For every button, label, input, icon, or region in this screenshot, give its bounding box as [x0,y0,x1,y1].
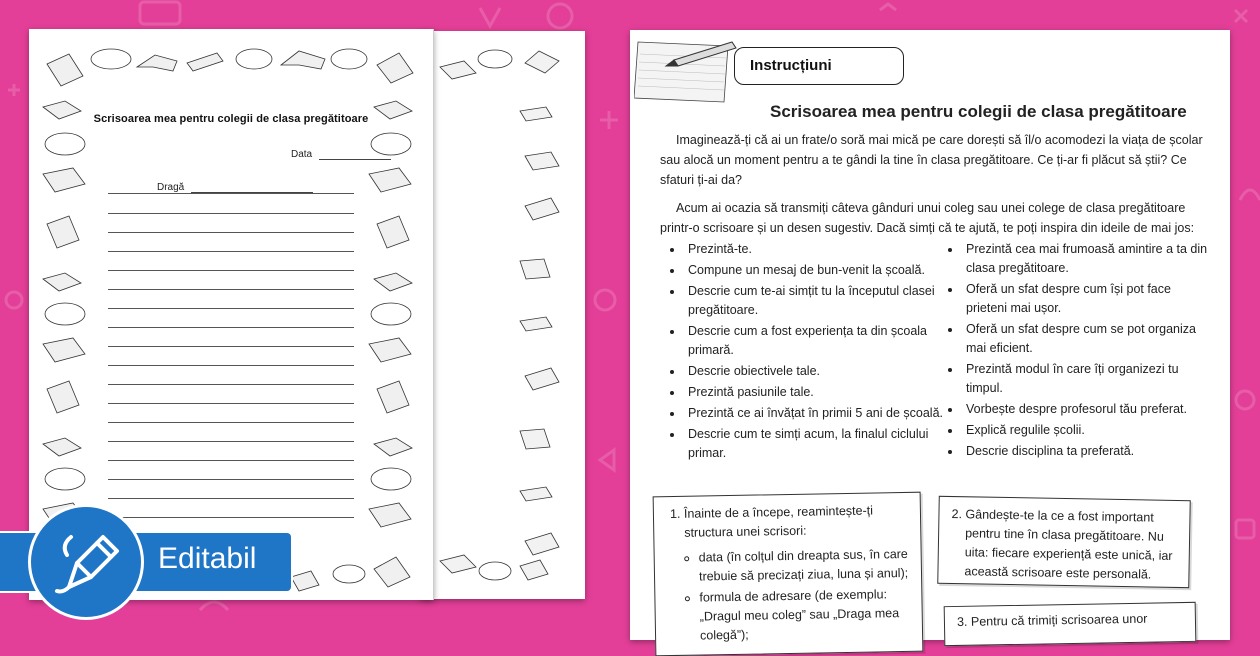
writing-line [108,498,354,499]
step-list-1 [662,501,912,646]
list-item: • Prezintă cea mai frumoasă amintire a ta din clasa pregătitoare. [962,240,1212,278]
writing-line [108,213,354,214]
writing-line [108,232,354,233]
list-item: • Prezintă modul în care îți organizezi tu timpul. [962,360,1212,398]
greeting-field[interactable] [157,182,313,193]
step-1 [684,501,912,646]
date-blank [319,159,391,160]
writing-line [108,270,354,271]
greeting-label: Dragă [157,182,185,193]
list-item: • Oferă un sfat despre cum își pot face prieteni mai ușor. [962,280,1212,318]
writing-line [108,403,354,404]
writing-line [108,308,354,309]
instructions-page [630,30,1230,643]
tip-box-3 [944,602,1197,646]
writing-line [108,346,354,347]
writing-line [108,479,354,480]
editable-label: Editabil [158,542,257,575]
letter-structure-box [653,492,924,656]
writing-line [108,517,354,518]
writing-line [108,384,354,385]
step-list-2 [942,505,1179,585]
list-item: • Descrie obiectivele tale. [684,362,944,381]
worksheet-back-border [420,31,585,599]
list-item: • Oferă un sfat despre cum se pot organiza mai eficient. [962,320,1212,358]
ideas-list-right [946,240,1212,463]
list-item: • Vorbește despre profesorul tău preferat. [962,400,1212,419]
list-item: • Descrie cum te-ai simțit tu la începutul clasei pregătitoare. [684,282,944,320]
ideas-list-left [668,240,944,465]
list-item: • Compune un mesaj de bun-venit la școală. [684,261,944,280]
step-list-3 [949,609,1185,632]
writing-line [108,251,354,252]
writing-line [108,365,354,366]
date-field[interactable] [291,149,391,160]
writing-line [108,441,354,442]
step-3: 3. Pentru că trimiți scrisoarea unor [971,609,1185,632]
date-label: Data [291,149,313,160]
writing-line [108,422,354,423]
worksheet-back-page [420,31,585,599]
pen-icon-svg [31,507,141,617]
pen-icon [28,504,144,620]
list-item: • Descrie cum te simți acum, la finalul ciclului primar. [684,425,944,463]
list-item: • Explică regulile școlii. [962,421,1212,440]
list-item: • Descrie cum a fost experiența ta din școala primară. [684,322,944,360]
letter-structure-list [685,545,913,646]
list-item: ◦ data (în colțul din dreapta sus, în care trebuie să precizați ziua, luna și anul); [699,545,912,587]
writing-line [108,289,354,290]
writing-line [108,460,354,461]
list-item: ◦ formula de adresare (de exemplu: „Dragul meu coleg” sau „Draga mea colegă”); [699,585,912,646]
instructions-title: Scrisoarea mea pentru colegii de clasa pregătitoare [770,102,1187,121]
list-item: • Descrie disciplina ta preferată. [962,442,1212,461]
instructions-paragraph-1: Imaginează-ți că ai un frate/o soră mai mică pe care dorești să îl/o acomodezi la viața de școlar sau alocă un moment pentru a te gândi la tine în clasa pregătitoare. Ce ți-ar fi plăcut să știi? Ce sfaturi ți-ai da? [660,133,1203,187]
writing-line [108,193,354,194]
writing-line [108,327,354,328]
step-1-intro: Înainte de a începe, reamintește-ți structura unei scrisori: [683,503,874,540]
step-2: 2. Gândește-te la ce a fost important pentru tine în clasa pregătitoare. Nu uita: fiecare experiență este unică, iar această scrisoare este personală. [964,505,1179,585]
list-item: • Prezintă-te. [684,240,944,259]
list-item: • Prezintă pasiunile tale. [684,383,944,402]
list-item: • Prezintă ce ai învățat în primii 5 ani de școală. [684,404,944,423]
tip-box-2 [937,496,1190,588]
worksheet-title: Scrisoarea mea pentru colegii de clasa pregătitoare [93,113,369,125]
instructions-label: Instrucțiuni [734,47,904,85]
instructions-paragraph-2: Acum ai ocazia să transmiți câteva gânduri unui coleg sau unei colege de clasa pregătitoare printr-o scrisoare și un desen sugestiv. Dacă simți că te ajută, te poți inspira din ideile de mai jos: [660,201,1195,235]
